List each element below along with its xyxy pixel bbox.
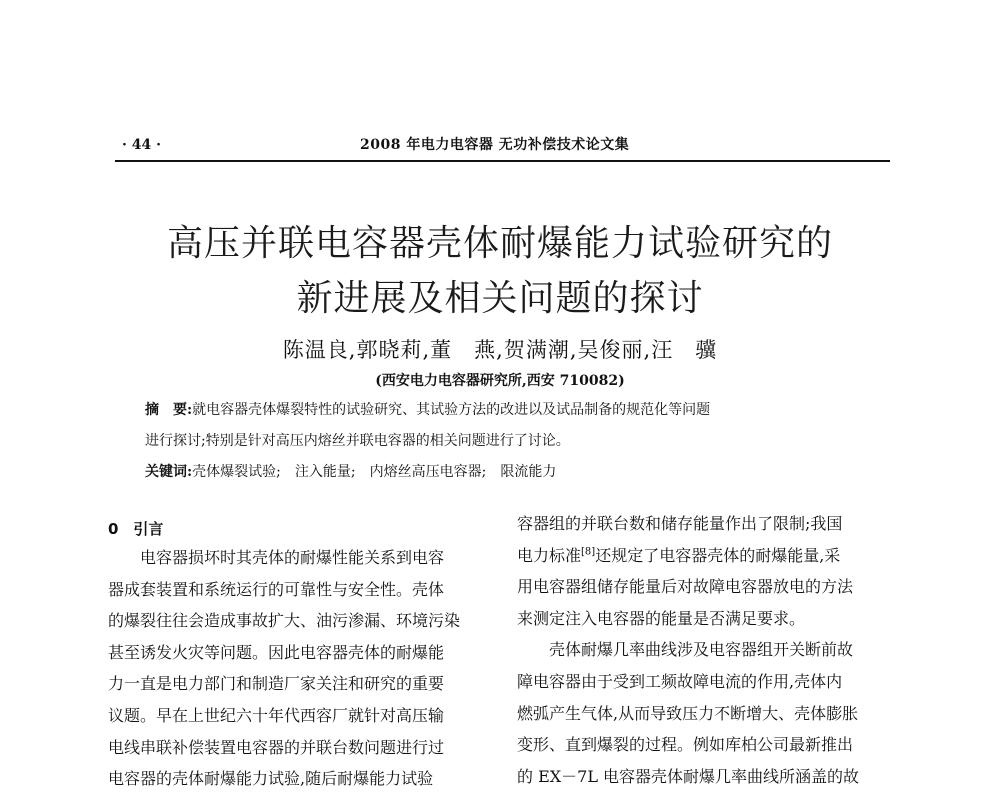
paper-title-line-1: 高压并联电容器壳体耐爆能力试验研究的 (166, 223, 833, 264)
abstract-line-2: 进行探讨;特别是针对高压内熔丝并联电容器的相关问题进行了讨论。 (145, 433, 570, 449)
body-line: 来测定注入电容器的能量是否满足要求。 (517, 608, 806, 628)
section-heading: 0 引言 (108, 520, 164, 538)
header-rule (115, 160, 890, 162)
body-line: 燃弧产生气体,从而导致压力不断增大、壳体膨胀 (517, 703, 859, 723)
keywords-text: 壳体爆裂试验; 注入能量; 内熔丝高压电容器; 限流能力 (192, 464, 557, 480)
body-line: 力一直是电力部门和制造厂家关注和研究的重要 (108, 674, 445, 694)
keywords-label: 关键词: (145, 464, 193, 480)
body-line: 的 EX－7L 电容器壳体耐爆几率曲线所涵盖的故 (517, 766, 860, 786)
affiliation: (西安电力电容器研究所,西安 710082) (375, 373, 625, 389)
body-line: 电容器损坏时其壳体的耐爆性能关系到电容 (140, 548, 445, 567)
body-line: 电线串联补偿装置电容器的并联台数问题进行过 (108, 737, 445, 757)
abstract-line-1 (145, 399, 710, 419)
body-line: 的爆裂往往会造成事故扩大、油污渗漏、环境污染 (108, 611, 461, 631)
abstract-label: 摘 要: (145, 402, 193, 418)
body-line (517, 540, 895, 572)
body-line: 容器组的并联台数和储存能量作出了限制;我国 (517, 514, 843, 533)
body-line: 用电容器组储存能量后对故障电容器放电的方法 (517, 577, 854, 597)
body-line: 障电容器由于受到工频故障电流的作用,壳体内 (517, 671, 843, 691)
body-line: 甚至诱发火灾等问题。因此电容器壳体的耐爆能 (108, 642, 445, 662)
keywords-line (145, 461, 556, 481)
body-line: 器成套装置和系统运行的可靠性与安全性。壳体 (108, 579, 445, 599)
paper-title-line-2: 新进展及相关问题的探讨 (296, 278, 704, 319)
body-line: 议题。早在上世纪六十年代西容厂就针对高压输 (108, 705, 445, 725)
body-line: 变形、直到爆裂的过程。例如库柏公司最新推出 (517, 735, 854, 755)
left-column (108, 542, 488, 795)
body-text: 电力标准 (517, 545, 582, 565)
running-header: 2008 年电力电容器 无功补偿技术论文集 (360, 137, 630, 153)
abstract-text-1: 就电容器壳体爆裂特性的试验研究、其试验方法的改进以及试品制备的规范化等问题 (192, 402, 711, 418)
citation-reference: [8] (581, 546, 596, 558)
body-line: 电容器的壳体耐爆能力试验,随后耐爆能力试验 (108, 769, 434, 789)
author-list: 陈温良,郭晓莉,董 燕,贺满潮,吴俊丽,汪 骥 (282, 338, 718, 362)
body-text: 还规定了电容器壳体的耐爆能量,采 (595, 545, 841, 565)
body-line: 壳体耐爆几率曲线涉及电容器组开关断前故 (549, 640, 854, 660)
page-number: · 44 · (122, 137, 161, 153)
right-column (517, 508, 895, 792)
